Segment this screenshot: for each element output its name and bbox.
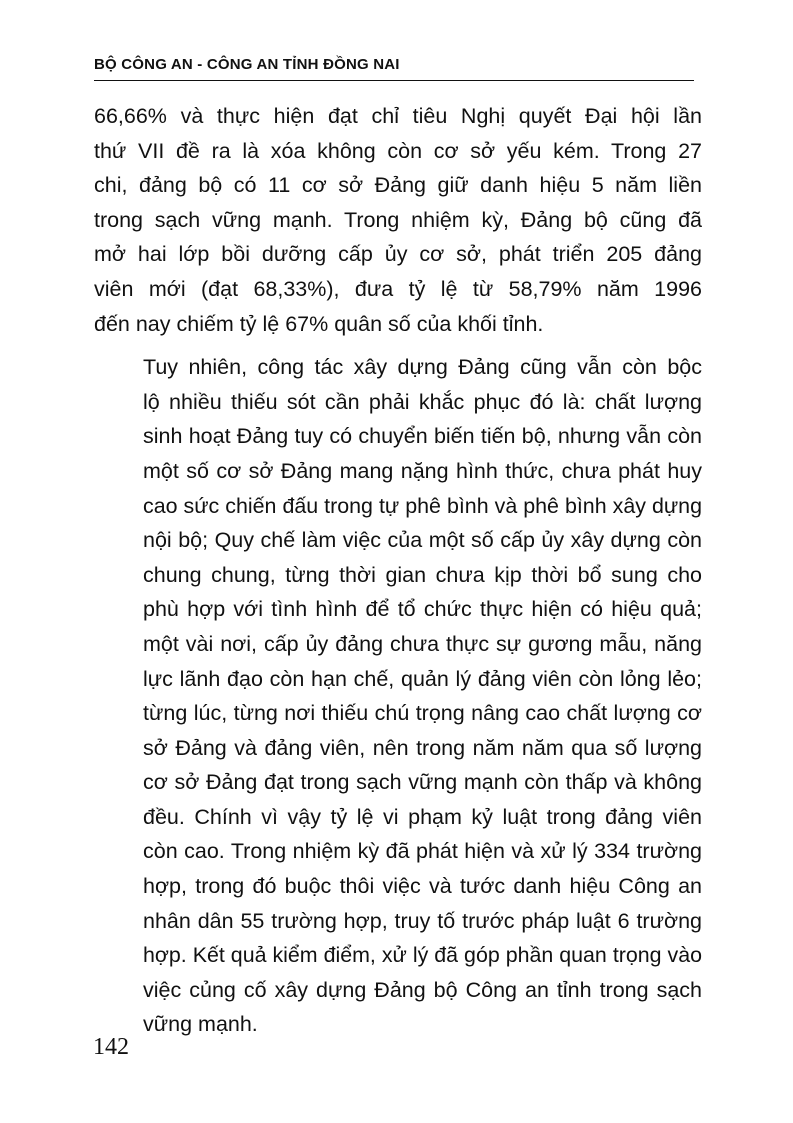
text-line: chung chung, từng thời gian chưa kịp thời bổ sung cho [143,562,702,587]
text-line: nhân dân 55 trường hợp, truy tố trước pháp luật 6 trường [143,908,702,933]
text-line: lộ nhiều thiếu sót cần phải khắc phục đó là: chất lượng [143,389,702,414]
running-header-title: BỘ CÔNG AN - CÔNG AN TỈNH ĐỒNG NAI [94,56,400,73]
text-line: từng lúc, từng nơi thiếu chú trọng nâng cao chất lượng cơ [143,701,702,726]
paragraph-1 [94,99,702,341]
page-number: 142 [93,1034,129,1060]
paragraph-2 [94,350,702,1042]
text-line: vững mạnh. [143,1012,258,1037]
text-line: đến nay chiếm tỷ lệ 67% quân số của khối tỉnh. [94,311,544,336]
text-line: việc củng cố xây dựng Đảng bộ Công an tỉnh trong sạch [143,977,702,1002]
header-divider [94,80,694,81]
text-line: một vài nơi, cấp ủy đảng chưa thực sự gương mẫu, năng [143,631,702,656]
text-line: còn cao. Trong nhiệm kỳ đã phát hiện và xử lý 334 trường [143,839,702,864]
text-line: nội bộ; Quy chế làm việc của một số cấp ủy xây dựng còn [143,528,702,553]
text-line: cơ sở Đảng đạt trong sạch vững mạnh còn thấp và không [143,770,702,795]
text-line: Tuy nhiên, công tác xây dựng Đảng cũng vẫn còn bộc [143,355,702,380]
text-line: mở hai lớp bồi dưỡng cấp ủy cơ sở, phát triển 205 đảng [94,242,702,267]
text-line: trong sạch vững mạnh. Trong nhiệm kỳ, Đảng bộ cũng đã [94,207,702,232]
text-line: 66,66% và thực hiện đạt chỉ tiêu Nghị quyết Đại hội lần [94,104,702,128]
text-line: một số cơ sở Đảng mang nặng hình thức, chưa phát huy [143,458,702,483]
text-line: chi, đảng bộ có 11 cơ sở Đảng giữ danh hiệu 5 năm liền [94,173,702,198]
text-line: sinh hoạt Đảng tuy có chuyển biến tiến bộ, nhưng vẫn còn [143,424,702,449]
text-line: thứ VII đề ra là xóa không còn cơ sở yếu kém. Trong 27 [94,138,702,163]
text-line: lực lãnh đạo còn hạn chế, quản lý đảng viên còn lỏng lẻo; [143,666,702,691]
text-line: phù hợp với tình hình để tổ chức thực hiện có hiệu quả; [143,597,702,622]
body-text [94,99,702,1042]
text-line: đều. Chính vì vậy tỷ lệ vi phạm kỷ luật trong đảng viên [143,804,702,829]
text-line: cao sức chiến đấu trong tự phê bình và phê bình xây dựng [143,493,702,518]
text-line: sở Đảng và đảng viên, nên trong năm năm qua số lượng [143,735,702,760]
text-line: hợp, trong đó buộc thôi việc và tước danh hiệu Công an [143,874,702,899]
text-line: viên mới (đạt 68,33%), đưa tỷ lệ từ 58,79% năm 1996 [94,276,702,301]
text-line: hợp. Kết quả kiểm điểm, xử lý đã góp phần quan trọng vào [143,943,702,968]
